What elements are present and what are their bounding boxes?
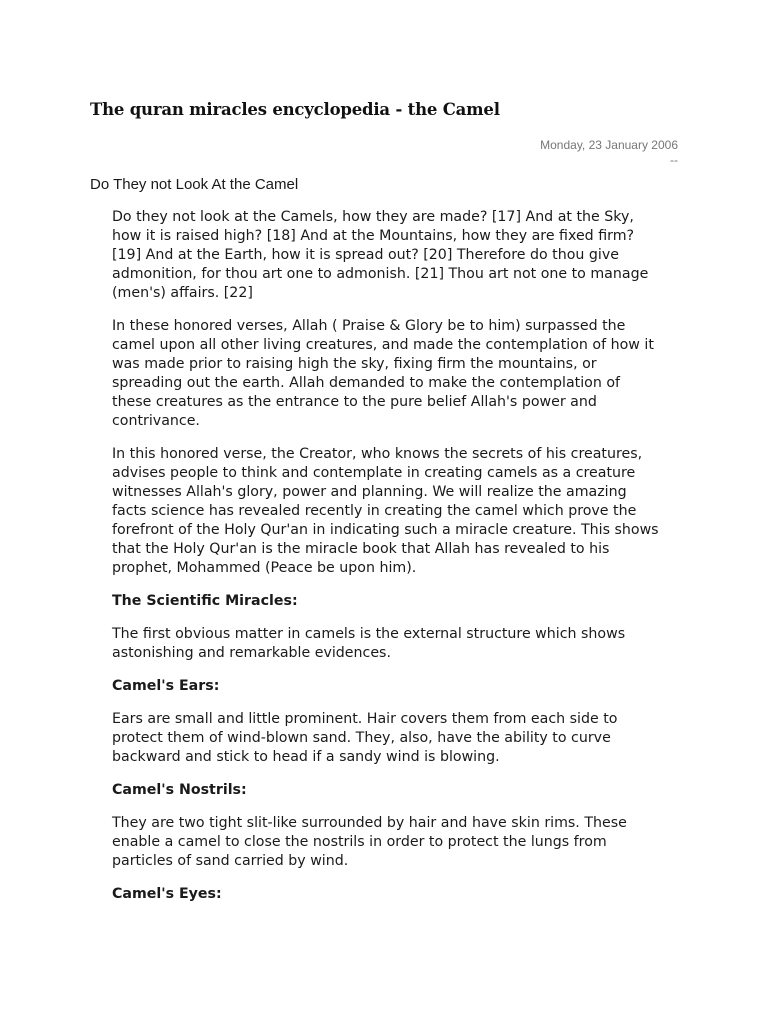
page-title: The quran miracles encyclopedia - the Camel xyxy=(90,100,500,119)
verse-paragraph: Do they not look at the Camels, how they are made? [17] And at the Sky, how it is raised high? [18] And at the Mountains, how they are fixed firm? [19] And at the Earth, how it is spread out? [20] Therefore do thou give admonition, for thou art one to admonish. [21] Thou art not one to manage (men's) affairs. [22] xyxy=(112,209,649,301)
publish-date: Monday, 23 January 2006 xyxy=(540,138,678,152)
body-paragraph: In these honored verses, Allah ( Praise & Glory be to him) surpassed the camel upon all other living creatures, and made the contemplation of how it was made prior to raising high the sky, fixing firm the mountains, or spreading out the earth. Allah demanded to make the contemplation of these creatures as the entrance to the pure belief Allah's power and contrivance. xyxy=(112,318,654,429)
article-subtitle: Do They not Look At the Camel xyxy=(90,176,299,193)
section-heading-eyes: Camel's Eyes: xyxy=(112,886,222,902)
section-heading-nostrils: Camel's Nostrils: xyxy=(112,782,247,798)
body-paragraph: The first obvious matter in camels is the external structure which shows astonishing and remarkable evidences. xyxy=(112,626,626,661)
body-paragraph: Ears are small and little prominent. Hair covers them from each side to protect them of wind-blown sand. They, also, have the ability to curve backward and stick to head if a sandy wind is blowing. xyxy=(112,711,618,765)
article-body xyxy=(112,208,660,918)
date-separator: -- xyxy=(670,153,678,167)
article-meta xyxy=(540,138,678,168)
body-paragraph: They are two tight slit-like surrounded by hair and have skin rims. These enable a camel to close the nostrils in order to protect the lungs from particles of sand carried by wind. xyxy=(112,815,627,869)
body-paragraph: In this honored verse, the Creator, who knows the secrets of his creatures, advises people to think and contemplate in creating camels as a creature witnesses Allah's glory, power and planning. We will realize the amazing facts science has revealed recently in creating the camel which prove the forefront of the Holy Qur'an in indicating such a miracle creature. This shows that the Holy Qur'an is the miracle book that Allah has revealed to his prophet, Mohammed (Peace be upon him). xyxy=(112,446,659,576)
section-heading-ears: Camel's Ears: xyxy=(112,678,220,694)
section-heading-scientific: The Scientific Miracles: xyxy=(112,593,298,609)
